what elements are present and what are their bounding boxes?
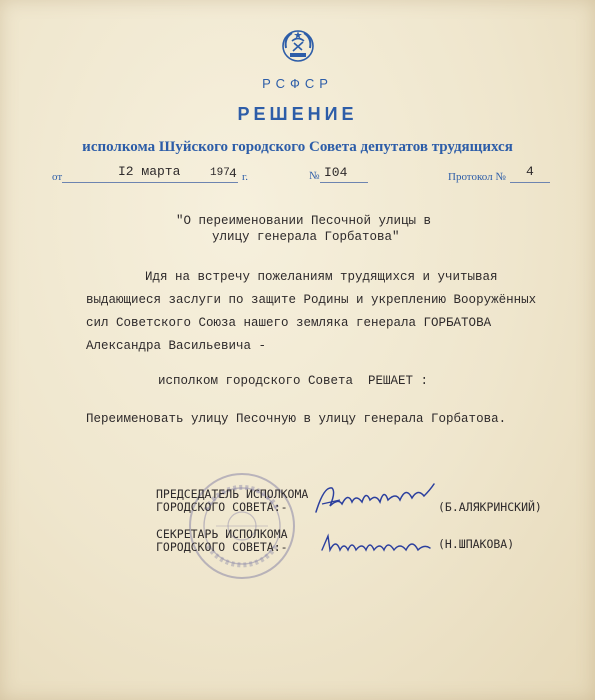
secretary-title: СЕКРЕТАРЬ ИСПОЛКОМА ГОРОДСКОГО СОВЕТА:- (156, 527, 288, 554)
secretary-signature-icon (318, 528, 434, 562)
rsfsr-emblem-icon (280, 28, 316, 64)
decides-line: исполком городского Совета РЕШАЕТ : (158, 374, 429, 388)
number-value: I04 (324, 165, 348, 180)
resolution-line: Переименовать улицу Песочную в улицу генерала Горбатова. (86, 412, 507, 426)
protocol-value: 4 (526, 164, 534, 179)
chair-title: ПРЕДСЕДАТЕЛЬ ИСПОЛКОМА ГОРОДСКОГО СОВЕТА:- (156, 487, 309, 514)
date-value: I2 марта (118, 164, 181, 179)
letterhead-country: РСФСР (262, 76, 333, 91)
protocol-underline (510, 182, 550, 183)
chair-name: (Б.АЛЯКРИНСКИЙ) (438, 500, 542, 514)
protocol-label: Протокол № (448, 171, 506, 183)
subject-line-1: "О переименовании Песочной улицы в (176, 214, 432, 228)
year-prefix: 197 (210, 167, 230, 179)
body-line-1: Идя на встречу пожеланиям трудящихся и учитывая (145, 270, 498, 284)
body-line-2: выдающиеся заслуги по защите Родины и укреплению Вооружённых (86, 293, 537, 307)
date-underline (62, 182, 238, 183)
number-label: № (309, 170, 320, 182)
document-title: РЕШЕНИЕ (237, 104, 358, 124)
chair-signature-icon (312, 478, 438, 518)
secretary-name: (Н.ШПАКОВА) (438, 537, 515, 551)
year-suffix: г. (242, 171, 249, 183)
number-underline (320, 182, 368, 183)
year-digit: 4 (229, 166, 237, 181)
document-issuer: исполкома Шуйского городского Совета депутатов трудящихся (82, 139, 513, 155)
from-label: от (52, 171, 63, 183)
meta-row (0, 162, 595, 184)
subject-line-2: улицу генерала Горбатова" (212, 230, 400, 244)
body-line-3: сил Советского Союза нашего земляка генерала ГОРБАТОВА (86, 316, 492, 330)
body-line-4: Александра Васильевича - (86, 339, 267, 353)
